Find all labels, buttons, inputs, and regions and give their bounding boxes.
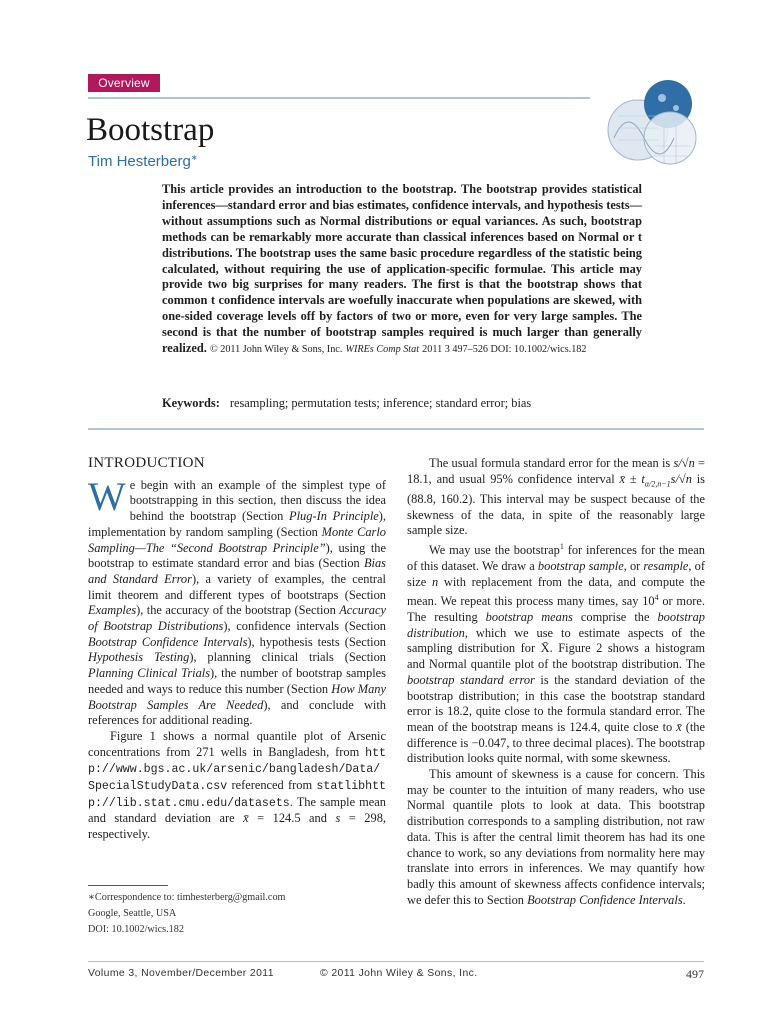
text: comprise the: [572, 610, 658, 625]
intro-paragraph-1: [88, 473, 387, 729]
keywords-value: resampling; permutation tests; inference; standard error; bias: [229, 396, 532, 410]
right-paragraph-1: [407, 456, 705, 539]
text: or more. The resulting: [407, 594, 705, 625]
abstract: [162, 182, 642, 358]
top-rule: [88, 97, 590, 99]
section-ref: Planning Clinical Trials: [88, 666, 211, 681]
author-name: [88, 153, 198, 170]
text: (the difference is −0.047, to three decimal places). The bootstrap distribution looks quite normal, with some skewness.: [407, 719, 705, 766]
text: , of size: [407, 558, 705, 589]
text: = 298, respectively.: [88, 811, 386, 842]
text: .: [682, 892, 686, 907]
abstract-citation: 2011 3 497–526 DOI: 10.1002/wics.182: [422, 344, 587, 356]
page-title: Bootstrap: [86, 112, 215, 148]
right-column: [407, 456, 705, 908]
text: We may use the bootstrap: [429, 543, 560, 558]
text: is (88.8, 160.2). This interval may be suspect because of the skewness of the data, in spite of the reasonably large sample size.: [407, 471, 705, 538]
intro-heading: INTRODUCTION: [88, 455, 205, 471]
left-column: [88, 456, 386, 843]
right-paragraph-2: [407, 539, 705, 767]
keywords-label: Keywords:: [162, 396, 220, 410]
section-ref: Hypothesis Testing: [88, 650, 190, 665]
section-ref: Plug-In Principle: [289, 509, 379, 524]
text: e begin with an example of the simplest type of bootstrapping in this section, then discuss the idea behind the bootstrap (Section: [129, 477, 386, 524]
math: s: [335, 811, 341, 826]
dataset-link[interactable]: http://www.bgs.ac.uk/arsenic/bangladesh/Data/SpecialStudyData.csv: [88, 746, 386, 794]
text: with replacement from the data, and compute the mean. We repeat this process many times, say 10: [407, 574, 705, 609]
footer-volume: Volume 3, November/December 2011: [88, 968, 274, 979]
math-sub: α/2,n−1: [644, 479, 671, 489]
text: = 18.1, and usual 95% confidence interval: [407, 456, 705, 486]
section-ref: Bootstrap Confidence Intervals: [527, 892, 683, 907]
math: x̄ ± t: [619, 471, 645, 486]
section-badge: Overview: [88, 74, 160, 92]
math: s/√n: [670, 471, 692, 486]
correspondence-note: ∗Correspondence to: timhesterberg@gmail.com: [88, 892, 286, 903]
text: referenced from: [227, 778, 317, 793]
term: resample: [643, 558, 689, 573]
math: x̄: [243, 811, 249, 826]
footer-rule: [88, 961, 704, 962]
text: This amount of skewness is a cause for concern. This may be counter to the intuition of many readers, who use Normal quantile plots to look at data. This bootstrap distribution corresponds to a sampling distribution, not raw data. This is after the central limit theorem has had its one chance to work, so any deviations from normality here may translate into errors in inferences. We may quantify how badly this amount of skewness affects confidence intervals; we defer this to Section: [407, 767, 705, 907]
text: Figure 1 shows a normal quantile plot of Arsenic concentrations from 271 wells in Bangladesh, from: [88, 728, 386, 759]
author-text: Tim Hesterberg: [88, 153, 191, 170]
section-ref: Bias and Standard Error: [88, 556, 386, 586]
dropcap: W: [88, 473, 126, 519]
text: ), a variety of examples, the central limit theorem and different types of bootstraps (Section: [88, 571, 386, 602]
text: ), implementation by random sampling (Section: [88, 509, 386, 539]
section-ref: Bootstrap Confidence Intervals: [88, 634, 248, 649]
text: ), the number of bootstrap samples needed and ways to reduce this number (Section: [88, 666, 386, 696]
abstract-text: This article provides an introduction to the bootstrap. The bootstrap provides statistical inferences—standard error and bias estimates, confidence intervals, and hypothesis tests—without assumptions such as Normal distributions or equal variances. As such, bootstrap methods can be remarkably more accurate than classical inferences based on Normal or t distributions. The bootstrap uses the same basic procedure regardless of the statistic being calculated, without requiring the use of application-specific formulae. This article may provide two big surprises for many readers. The first is that the bootstrap shows that common t confidence intervals are woefully inaccurate when populations are skewed, with one-sided coverage levels off by factors of two or more, even for very large samples. The second is that the number of bootstrap samples required is much larger than generally realized.: [162, 182, 642, 356]
page-number: 497: [686, 967, 704, 981]
term: bootstrap sample: [537, 558, 624, 573]
text: ), and conclude with references for additional reading.: [88, 697, 386, 728]
text: ), using the bootstrap to estimate standard error and bias (Section: [88, 540, 386, 571]
exponent: 4: [654, 593, 659, 603]
section-ref: Monte Carlo Sampling—The “Second Bootstrap Principle”: [88, 524, 386, 555]
abstract-copyright: © 2011 John Wiley & Sons, Inc.: [209, 344, 343, 356]
footnotes: [88, 890, 285, 938]
term: bootstrap means: [485, 610, 573, 625]
text: ), planning clinical trials (Section: [189, 650, 386, 665]
text: = 124.5 and: [248, 811, 336, 826]
text: for inferences for the mean of this dataset. We draw a: [407, 543, 705, 573]
statlib-link[interactable]: statlibhttp://lib.stat.cmu.edu/datasets: [88, 780, 386, 810]
author-mark: ∗: [190, 153, 198, 162]
keywords: [162, 396, 531, 411]
intro-paragraph-2: [88, 729, 386, 843]
term: bootstrap distribution: [407, 610, 705, 640]
right-paragraph-3: [407, 767, 705, 908]
footer-copyright: © 2011 John Wiley & Sons, Inc.: [320, 968, 478, 979]
text: The usual formula standard error for the mean is: [429, 456, 674, 470]
text: is the standard deviation of the bootstrap distribution; in this case the bootstrap standard error is 18.2, quite close to the formula standard error. The mean of the bootstrap means is 124.4, quite close to: [407, 672, 705, 734]
math: x̄: [676, 719, 682, 734]
math: s/√n: [673, 456, 695, 470]
term: bootstrap standard error: [407, 672, 535, 687]
text: , which we use to estimate aspects of the sampling distribution for X̄. Figure 2 shows a histogram and Normal quantile plot of the bootstrap distribution. The: [407, 625, 705, 672]
section-rule: [88, 428, 704, 430]
abstract-journal: WIREs Comp Stat: [345, 344, 420, 356]
section-ref: How Many Bootstrap Samples Are Needed: [88, 681, 387, 712]
doi-note: DOI: 10.1002/wics.182: [88, 924, 184, 935]
affiliation-note: Google, Seattle, USA: [88, 908, 177, 919]
section-ref: Accuracy of Bootstrap Distributions: [88, 603, 386, 634]
text: . The sample mean and standard deviation are: [88, 794, 386, 826]
venn-logo-icon: [604, 76, 700, 172]
section-ref: Examples: [88, 603, 137, 618]
math: n: [431, 574, 439, 589]
footnote-mark: 1: [559, 541, 564, 551]
text: ), the accuracy of the bootstrap (Section: [136, 603, 340, 618]
footnote-rule: [88, 885, 168, 886]
text: ), confidence intervals (Section: [223, 619, 386, 634]
text: ), hypothesis tests (Section: [247, 634, 386, 649]
text: , or: [623, 558, 644, 573]
